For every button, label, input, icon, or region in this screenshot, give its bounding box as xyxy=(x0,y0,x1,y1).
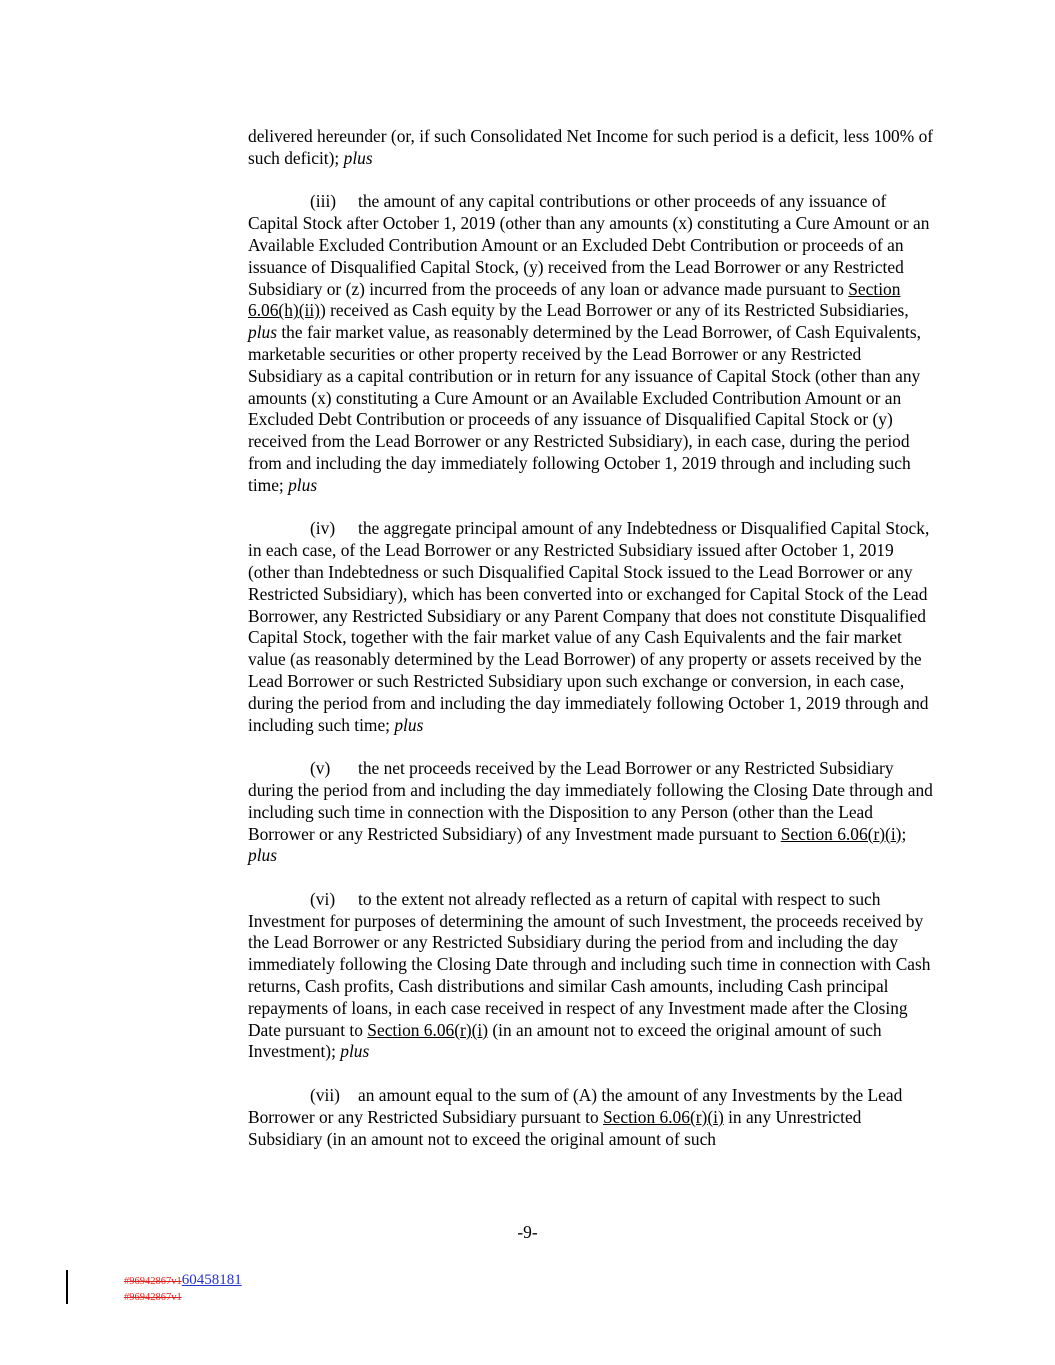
paragraph-v: (v) the net proceeds received by the Lead Borrower or any Restricted Subsidiary during the period from and including the day immediately following the Closing Date through and including such time in connection with the Disposition to any Person (other than the Lead Borrower or any Restricted Subsidiary) of any Investment made pursuant to Section 6.06(r)(i); plus xyxy=(248,758,933,866)
clause-number: (iii) xyxy=(310,191,337,212)
document-body xyxy=(248,126,938,1172)
inserted-doc-id: 60458181 xyxy=(181,1272,242,1288)
paragraph-vi: (vi) to the extent not already reflected as a return of capital with respect to such Investment for purposes of determining the amount of such Investment, the proceeds received by the Lead Borrower or any Restricted Subsidiary during the period from and including the day immediately following the Closing Date through and including such time in connection with Cash returns, Cash profits, Cash distributions and similar Cash amounts, including Cash principal repayments of loans, in each case received in respect of any Investment made after the Closing Date pursuant to Section 6.06(r)(i) (in an amount not to exceed the original amount of such Investment); plus xyxy=(248,888,931,1062)
clause-number: (iv) xyxy=(310,518,336,539)
paragraph-vii: (vii) an amount equal to the sum of (A) the amount of any Investments by the Lead Borrower or any Restricted Subsidiary pursuant to Section 6.06(r)(i) in any Unrestricted Subsidiary (in an amount not to exceed the original amount of such xyxy=(248,1085,903,1149)
deleted-doc-id: #96942867v1 xyxy=(124,1276,182,1287)
clause-number: (vi) xyxy=(310,888,336,909)
page-number: -9- xyxy=(517,1222,538,1242)
document-id-footer xyxy=(124,1273,242,1305)
paragraph-continuation: delivered hereunder (or, if such Consolidated Net Income for such period is a deficit, less 100% of such deficit); plus xyxy=(248,126,934,168)
paragraph-iii: (iii) the amount of any capital contributions or other proceeds of any issuance of Capital Stock after October 1, 2019 (other than any amounts (x) constituting a Cure Amount or an Available Excluded Contribution Amount or an Excluded Debt Contribution or proceeds of an issuance of Disqualified Capital Stock, (y) received from the Lead Borrower or any Restricted Subsidiary or (z) incurred from the proceeds of any loan or advance made pursuant to Section 6.06(h)(ii)) received as Cash equity by the Lead Borrower or any of its Restricted Subsidiaries, plus the fair market value, as reasonably determined by the Lead Borrower, of Cash Equivalents, marketable securities or other property received by the Lead Borrower or any Restricted Subsidiary as a capital contribution or in return for any issuance of Capital Stock (other than any amounts (x) constituting a Cure Amount or an Available Excluded Contribution Amount or an Excluded Debt Contribution or proceeds of any issuance of Disqualified Capital Stock or (y) received from the Lead Borrower or any Restricted Subsidiary), in each case, during the period from and including the day immediately following October 1, 2019 through and including such time; plus xyxy=(248,191,930,495)
section-reference: Section 6.06(r)(i) xyxy=(780,823,902,844)
section-reference: Section 6.06(r)(i) xyxy=(367,1019,489,1040)
change-bar xyxy=(66,1270,68,1304)
section-reference: Section 6.06(r)(i) xyxy=(603,1106,724,1127)
clause-number: (vii) xyxy=(310,1085,340,1106)
clause-number: (v) xyxy=(310,758,331,779)
paragraph-iv: (iv) the aggregate principal amount of any Indebtedness or Disqualified Capital Stock, in each case, of the Lead Borrower or any Restricted Subsidiary issued after October 1, 2019 (other than Indebtedness or such Disqualified Capital Stock issued to the Lead Borrower or any Restricted Subsidiary), which has been converted into or exchanged for Capital Stock of the Lead Borrower, any Restricted Subsidiary or any Parent Company that does not constitute Disqualified Capital Stock, together with the fair market value of any Cash Equivalents and the fair market value (as reasonably determined by the Lead Borrower) of any property or assets received by the Lead Borrower or such Restricted Subsidiary upon such exchange or conversion, in each case, during the period from and including the day immediately following October 1, 2019 through and including such time; plus xyxy=(248,518,930,735)
deleted-doc-id-2: #96942867v1 xyxy=(124,1292,182,1303)
section-reference: Section 6.06(h)(ii) xyxy=(248,278,901,321)
